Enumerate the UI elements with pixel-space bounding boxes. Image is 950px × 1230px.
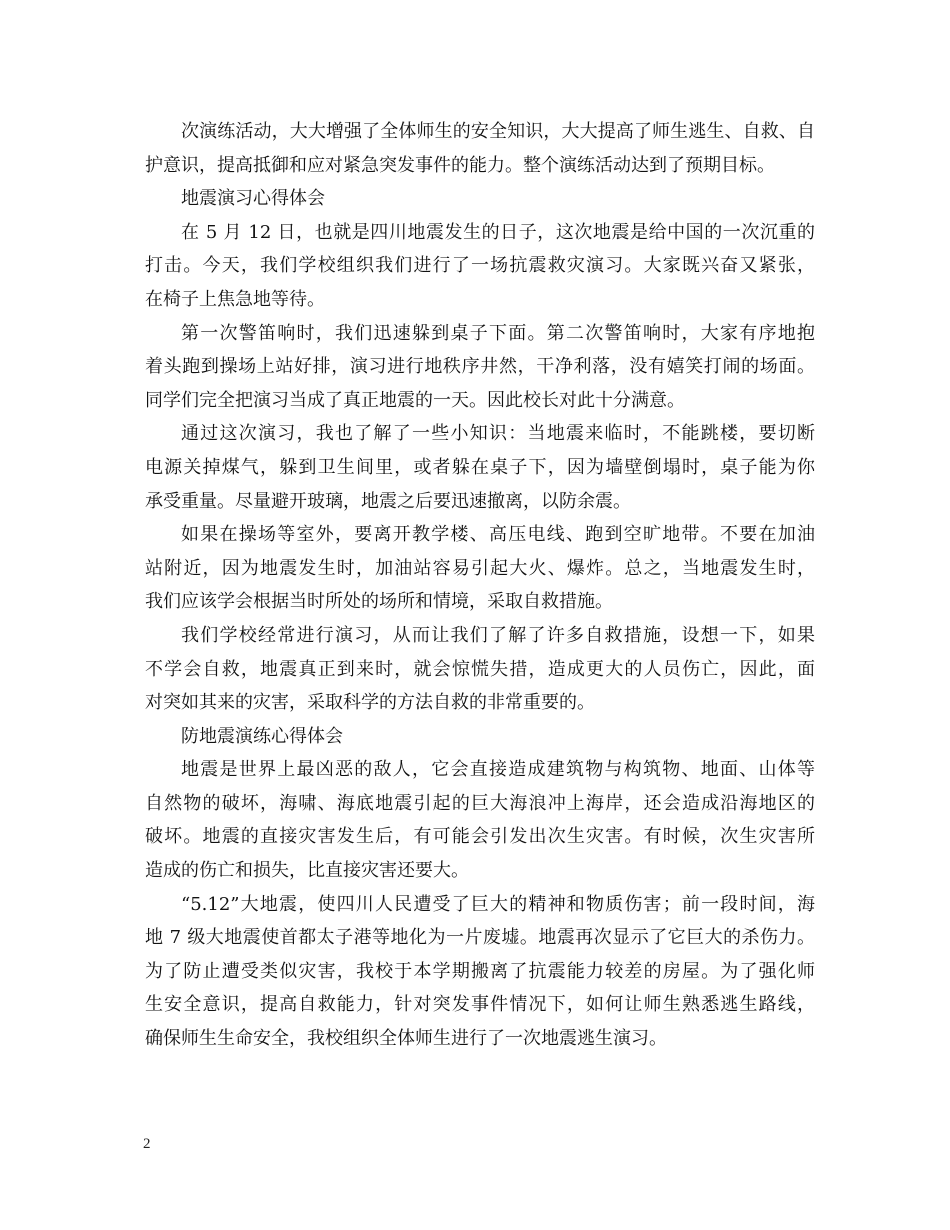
text-line: 次演练活动，大大增强了全体师生的安全知识，大大提高了师生逃生、自救、自	[181, 121, 815, 142]
text-line: 护意识，提高抵御和应对紧急突发事件的能力。整个演练活动达到了预期目标。	[145, 154, 775, 176]
text-line: 造成的伤亡和损失，比直接灾害还要大。	[145, 860, 469, 882]
document-body	[145, 115, 815, 1056]
text-line: 对突如其来的灾害，采取科学的方法自救的非常重要的。	[145, 692, 595, 714]
text-line: 着头跑到操场上站好排，演习进行地秩序井然，干净利落，没有嬉笑打闹的场面。	[145, 356, 815, 378]
text-line: 电源关掉煤气，躲到卫生间里，或者躲在桌子下，因为墙壁倒塌时，桌子能为你	[145, 456, 815, 478]
paragraph	[145, 518, 815, 619]
paragraph	[145, 417, 815, 518]
text-line: 如果在操场等室外，要离开教学楼、高压电线、跑到空旷地带。不要在加油	[181, 524, 815, 546]
text-line: 自然物的破坏，海啸、海底地震引起的巨大海浪冲上海岸，还会造成沿海地区的	[145, 792, 815, 814]
text-line: 我们学校经常进行演习，从而让我们了解了许多自救措施，设想一下，如果	[181, 624, 815, 646]
text-line: 生安全意识，提高自救能力，针对突发事件情况下，如何让师生熟悉逃生路线，	[145, 994, 815, 1016]
text-line: 在 5 月 12 日，也就是四川地震发生的日子，这次地震是给中国的一次沉重的	[181, 221, 815, 243]
text-line: 打击。今天，我们学校组织我们进行了一场抗震救灾演习。大家既兴奋又紧张，	[145, 255, 815, 277]
text-line: 防地震演练心得体会	[181, 725, 343, 747]
text-line: 破坏。地震的直接灾害发生后，有可能会引发出次生灾害。有时候，次生灾害所	[145, 826, 815, 848]
text-line: 地震演习心得体会	[181, 188, 325, 210]
paragraph	[145, 317, 815, 418]
section-heading	[145, 720, 815, 754]
page-number: 2	[143, 1136, 151, 1152]
text-line: “5.12”大地震，使四川人民遭受了巨大的精神和物质伤害；前一段时间，海	[181, 893, 815, 915]
text-line: 第一次警笛响时，我们迅速躲到桌子下面。第二次警笛响时，大家有序地抱	[181, 322, 815, 344]
text-line: 在椅子上焦急地等待。	[145, 288, 325, 310]
text-line: 不学会自救，地震真正到来时，就会惊慌失措，造成更大的人员伤亡，因此，面	[145, 658, 815, 680]
paragraph	[145, 216, 815, 317]
text-line: 为了防止遭受类似灾害，我校于本学期搬离了抗震能力较差的房屋。为了强化师	[145, 960, 815, 982]
text-line: 确保师生生命安全，我校组织全体师生进行了一次地震逃生演习。	[145, 1028, 667, 1050]
text-line: 承受重量。尽量避开玻璃，地震之后要迅速撤离，以防余震。	[145, 490, 631, 512]
text-line: 我们应该学会根据当时所处的场所和情境，采取自救措施。	[145, 591, 613, 613]
text-line: 站附近，因为地震发生时，加油站容易引起大火、爆炸。总之，当地震发生时，	[145, 557, 815, 579]
paragraph	[145, 753, 815, 887]
paragraph	[145, 888, 815, 1056]
text-line: 地震是世界上最凶恶的敌人，它会直接造成建筑物与构筑物、地面、山体等	[181, 759, 815, 781]
text-line: 通过这次演习，我也了解了一些小知识：当地震来临时，不能跳楼，要切断	[181, 423, 815, 445]
section-heading	[145, 182, 815, 216]
paragraph	[145, 115, 815, 182]
text-line: 地 7 级大地震使首都太子港等地化为一片废墟。地震再次显示了它巨大的杀伤力。	[145, 927, 815, 949]
text-line: 同学们完全把演习当成了真正地震的一天。因此校长对此十分满意。	[145, 389, 685, 411]
paragraph	[145, 619, 815, 720]
